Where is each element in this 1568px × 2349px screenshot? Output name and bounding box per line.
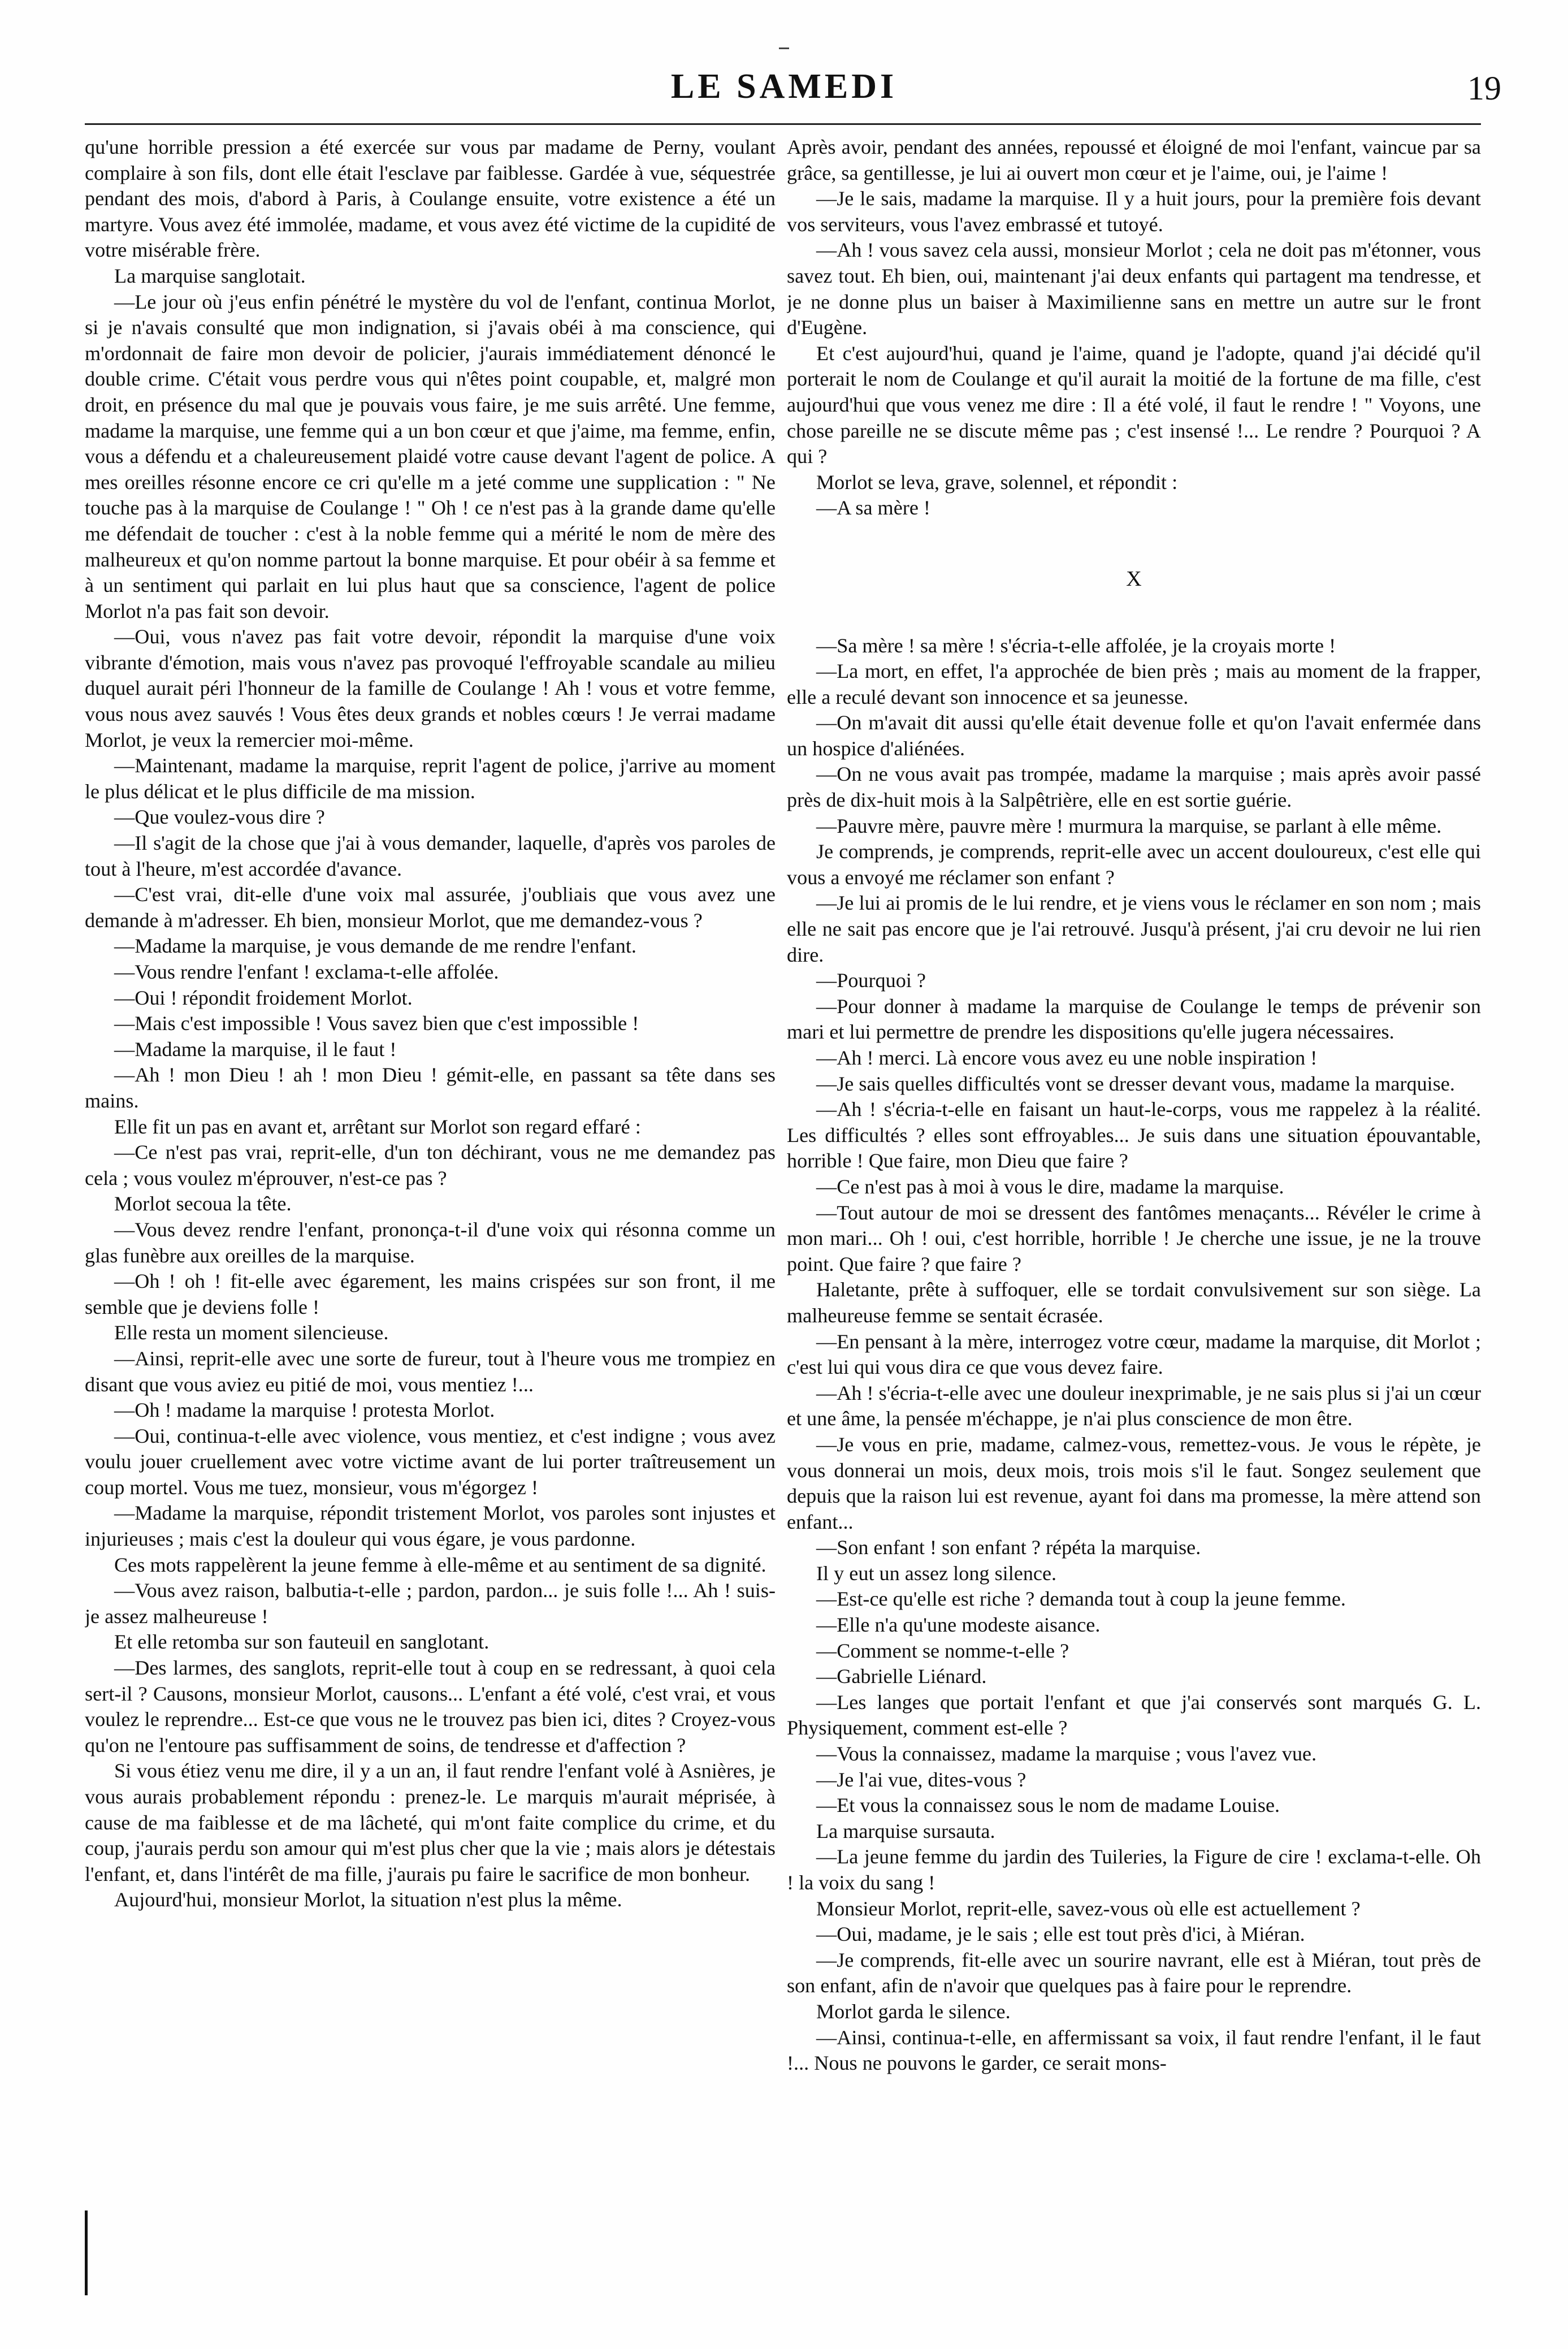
paragraph: —Vous devez rendre l'enfant, prononça-t-il d'une voix qui résonna comme un glas funèbre aux oreilles de la marquise. bbox=[85, 1218, 776, 1267]
paragraph: —Je lui ai promis de le lui rendre, et je viens vous le réclamer en son nom ; mais elle ne sait pas encore que je l'ai retrouvé. Jusqu'à présent, j'ai cru devoir ne lui rien dire. bbox=[787, 892, 1481, 966]
paragraph: —Oui, continua-t-elle avec violence, vous mentiez, et c'est indigne ; vous avez voulu jouer cruellement avec votre victime avant de lui porter traîtreusement un coup mortel. Vous me tuez, monsieur, vous m'égorgez ! bbox=[85, 1424, 776, 1499]
paragraph: Morlot secoua la tête. bbox=[114, 1192, 292, 1215]
paragraph: —Oh ! madame la marquise ! protesta Morlot. bbox=[114, 1399, 495, 1422]
paragraph: —Oui, madame, je le sais ; elle est tout près d'ici, à Miéran. bbox=[816, 1923, 1305, 1946]
paragraph: —Des larmes, des sanglots, reprit-elle tout à coup en se redressant, à quoi cela sert-il ? Causons, monsieur Morlot, causons... L'enfant a été volé, c'est vrai, et vous voulez le reprendre... Est-ce que vous ne le trouvez pas bien ici, dites ? Croyez-vous qu'on ne l'entoure pas suffisamment de soins, de tendresse et d'affection ? bbox=[85, 1656, 776, 1757]
paragraph: Après avoir, pendant des années, repoussé et éloigné de moi l'enfant, vaincue par sa grâce, sa gentillesse, je lui ai ouvert mon cœur et je l'aime, oui, je l'aime ! bbox=[787, 136, 1481, 184]
paragraph: La marquise sursauta. bbox=[816, 1819, 995, 1842]
paragraph: —Le jour où j'eus enfin pénétré le mystère du vol de l'enfant, continua Morlot, si je n'avais consulté que mon indignation, si j'avais obéi à ma conscience, qui m'ordonnait de faire mon devoir de policier, j'aurais immédiatement dénoncé le double crime. C'était vous perdre vous qui n'êtes point coupable, et, malgré mon droit, en présence du mal que je pouvais vous faire, je me suis arrêté. Une femme, madame la marquise, une femme qui a un bon cœur et que j'aime, ma femme, enfin, vous a défendu et a chaleureusement plaidé votre cause devant l'agent de police. A mes oreilles résonne encore ce cri qu'elle m a jeté comme une supplication : " Ne touche pas à la marquise de Coulange ! " Oh ! ce n'est pas à la grande dame qu'elle me défendait de toucher : c'est à la noble femme qui a mérité le nom de mère des malheureux et qu'on nomme partout la bonne marquise. Et pour obéir à sa femme et à un sentiment qui parlait en lui plus haut que sa conscience, l'agent de police Morlot n'a pas fait son devoir. bbox=[85, 290, 776, 622]
paragraph: —Comment se nomme-t-elle ? bbox=[816, 1639, 1069, 1662]
page-number: 19 bbox=[1467, 70, 1501, 107]
paragraph: —Vous rendre l'enfant ! exclama-t-elle affolée. bbox=[114, 961, 499, 983]
paragraph: —Oh ! oh ! fit-elle avec égarement, les mains crispées sur son front, il me semble que je deviens folle ! bbox=[85, 1270, 776, 1318]
paragraph: —La jeune femme du jardin des Tuileries, la Figure de cire ! exclama-t-elle. Oh ! la voix du sang ! bbox=[787, 1845, 1481, 1894]
section-number: X bbox=[1126, 566, 1142, 591]
paragraph: Elle resta un moment silencieuse. bbox=[114, 1321, 389, 1344]
paragraph: —Madame la marquise, il le faut ! bbox=[114, 1037, 397, 1061]
paragraph: —Pourquoi ? bbox=[816, 969, 926, 992]
paragraph: —Tout autour de moi se dressent des fantômes menaçants... Révéler le crime à mon mari... Oh ! oui, c'est horrible, horrible ! Je cherche une issue, je ne la trouve point. Que faire ? que faire ? bbox=[787, 1201, 1481, 1275]
paragraph: —Je vous en prie, madame, calmez-vous, remettez-vous. Je vous le répète, je vous donnerai un mois, deux mois, trois mois s'il le faut. Songez seulement que depuis que la raison lui est revenue, ayant foi dans ma promesse, la mère attend son enfant... bbox=[787, 1433, 1481, 1533]
paragraph: Monsieur Morlot, reprit-elle, savez-vous où elle est actuellement ? bbox=[816, 1897, 1361, 1920]
paragraph: —Madame la marquise, je vous demande de me rendre l'enfant. bbox=[114, 935, 636, 958]
paragraph: —Ah ! s'écria-t-elle avec une douleur inexprimable, je ne sais plus si j'ai un cœur et une âme, la pensée m'échappe, je n'ai plus conscience de mon être. bbox=[787, 1381, 1481, 1430]
paragraph: —Oui ! répondit froidement Morlot. bbox=[114, 986, 413, 1009]
paragraph: —Ainsi, continua-t-elle, en affermissant sa voix, il faut rendre l'enfant, il le faut !... Nous ne pouvons le garder, ce serait mons- bbox=[787, 2026, 1481, 2075]
paragraph: Il y eut un assez long silence. bbox=[816, 1561, 1057, 1585]
paragraph: —Pour donner à madame la marquise de Coulange le temps de prévenir son mari et lui permettre de prendre les dispositions qu'elle jugera nécessaires. bbox=[787, 994, 1481, 1044]
paragraph: —Je sais quelles difficultés vont se dresser devant vous, madame la marquise. bbox=[816, 1072, 1455, 1095]
paragraph: —On ne vous avait pas trompée, madame la marquise ; mais après avoir passé près de dix-huit mois à la Salpêtrière, elle en est sortie guérie. bbox=[787, 763, 1481, 812]
paragraph: —Maintenant, madame la marquise, reprit l'agent de police, j'arrive au moment le plus délicat et le plus difficile de ma mission. bbox=[85, 754, 776, 803]
paragraph: Je comprends, je comprends, reprit-elle avec un accent douloureux, c'est elle qui vous a envoyé me réclamer son enfant ? bbox=[787, 840, 1481, 889]
paragraph: —Son enfant ! son enfant ? répéta la marquise. bbox=[816, 1536, 1201, 1559]
paragraph: —En pensant à la mère, interrogez votre cœur, madame la marquise, dit Morlot ; c'est lui qui vous dira ce que vous devez faire. bbox=[787, 1330, 1481, 1379]
paragraph: —Je le sais, madame la marquise. Il y a huit jours, pour la première fois devant vos serviteurs, vous l'avez embrassé et tutoyé. bbox=[787, 187, 1481, 236]
paragraph: —Ah ! vous savez cela aussi, monsieur Morlot ; cela ne doit pas m'étonner, vous savez tout. Eh bien, oui, maintenant j'ai deux enfants qui partagent ma tendresse, et je ne donne plus un baiser à Maximilienne sans en mettre un autre sur le front d'Eugène. bbox=[787, 239, 1481, 339]
paragraph: —C'est vrai, dit-elle d'une voix mal assurée, j'oubliais que vous avez une demande à m'adresser. Eh bien, monsieur Morlot, que me demandez-vous ? bbox=[85, 883, 776, 932]
paragraph: —Et vous la connaissez sous le nom de madame Louise. bbox=[816, 1794, 1280, 1817]
paragraph: qu'une horrible pression a été exercée sur vous par madame de Perny, voulant complaire à son fils, dont elle était l'esclave par faiblesse. Gardée à vue, séquestrée pendant des mois, d'abord à Paris, à Coulange ensuite, votre existence a été un martyre. Vous avez été immolée, madame, et vous avez été victime de la cupidité de votre misérable frère. bbox=[85, 136, 776, 262]
paragraph: —Ce n'est pas à moi à vous le dire, madame la marquise. bbox=[816, 1175, 1284, 1198]
paragraph: —Les langes que portait l'enfant et que j'ai conservés sont marqués G. L. Physiquement, comment est-elle ? bbox=[787, 1690, 1481, 1740]
margin-mark bbox=[85, 2210, 88, 2295]
paragraph: Morlot se leva, grave, solennel, et répondit : bbox=[816, 470, 1178, 494]
paragraph: Et c'est aujourd'hui, quand je l'aime, quand je l'adopte, quand j'ai décidé qu'il porterait le nom de Coulange et qu'il aurait la moitié de la fortune de ma fille, c'est aujourd'hui que vous venez me dire : Il a été volé, il faut le rendre ! " Voyons, une chose pareille ne se discute même pas ; c'est insensé !... Le rendre ? Pourquoi ? A qui ? bbox=[787, 341, 1481, 468]
top-print-mark bbox=[779, 47, 789, 49]
paragraph: Aujourd'hui, monsieur Morlot, la situation n'est plus la même. bbox=[114, 1888, 622, 1911]
paragraph: —Ah ! s'écria-t-elle en faisant un haut-le-corps, vous me rappelez à la réalité. Les difficultés ? elles sont effroyables... Je suis dans une situation épouvantable, horrible ! Que faire, mon Dieu que faire ? bbox=[787, 1098, 1481, 1173]
paragraph: —Pauvre mère, pauvre mère ! murmura la marquise, se parlant à elle même. bbox=[816, 814, 1442, 837]
paragraph: —Ah ! merci. Là encore vous avez eu une noble inspiration ! bbox=[816, 1046, 1318, 1069]
paragraph: —Je l'ai vue, dites-vous ? bbox=[816, 1768, 1026, 1791]
paragraph: —A sa mère ! bbox=[816, 496, 930, 520]
paragraph: Ces mots rappelèrent la jeune femme à elle-même et au sentiment de sa dignité. bbox=[114, 1553, 766, 1576]
paragraph: —Que voulez-vous dire ? bbox=[114, 806, 325, 829]
right-column-part1 bbox=[787, 135, 1481, 521]
paragraph: —Gabrielle Liénard. bbox=[816, 1665, 987, 1688]
paragraph: —On m'avait dit aussi qu'elle était devenue folle et qu'on l'avait enfermée dans un hospice d'aliénées. bbox=[787, 711, 1481, 760]
paragraph: Haletante, prête à suffoquer, elle se tordait convulsivement sur son siège. La malheureuse femme se sentait écrasée. bbox=[787, 1278, 1481, 1327]
paragraph: —Oui, vous n'avez pas fait votre devoir, répondit la marquise d'une voix vibrante d'émotion, mais vous n'avez pas provoqué l'effroyable scandale au milieu duquel aurait péri l'honneur de la famille de Coulange ! Ah ! vous et votre femme, vous nous avez sauvés ! Vous êtes deux grands et nobles cœurs ! Je verrai madame Morlot, je veux la remercier moi-même. bbox=[85, 625, 776, 751]
paragraph: —Madame la marquise, répondit tristement Morlot, vos paroles sont injustes et injurieuses ; mais c'est la douleur qui vous égare, je vous pardonne. bbox=[85, 1502, 776, 1551]
left-column bbox=[85, 135, 776, 2317]
paragraph: —Ce n'est pas vrai, reprit-elle, d'un ton déchirant, vous ne me demandez pas cela ; vous voulez m'éprouver, n'est-ce pas ? bbox=[85, 1141, 776, 1189]
paragraph: —Ainsi, reprit-elle avec une sorte de fureur, tout à l'heure vous me trompiez en disant que vous aviez eu pitié de moi, vous mentiez !... bbox=[85, 1347, 776, 1396]
paragraph: —Vous avez raison, balbutia-t-elle ; pardon, pardon... je suis folle !... Ah ! suis-je assez malheureuse ! bbox=[85, 1579, 776, 1628]
header-rule bbox=[85, 123, 1481, 125]
paragraph: —Sa mère ! sa mère ! s'écria-t-elle affolée, je la croyais morte ! bbox=[816, 634, 1336, 657]
paragraph: Morlot garda le silence. bbox=[816, 2000, 1011, 2023]
running-title: LE SAMEDI bbox=[670, 67, 898, 106]
paragraph: —Ah ! mon Dieu ! ah ! mon Dieu ! gémit-elle, en passant sa tête dans ses mains. bbox=[85, 1063, 776, 1112]
paragraph: —Vous la connaissez, madame la marquise ; vous l'avez vue. bbox=[816, 1742, 1317, 1766]
paragraph: —Je comprends, fit-elle avec un sourire navrant, elle est à Miéran, tout près de son enfant, afin de n'avoir que quelques pas à faire pour le reprendre. bbox=[787, 1948, 1481, 1997]
right-column-part2 bbox=[787, 633, 1481, 2077]
paragraph: Elle fit un pas en avant et, arrêtant sur Morlot son regard effaré : bbox=[114, 1115, 641, 1138]
paragraph: La marquise sanglotait. bbox=[114, 264, 306, 287]
paragraph: Et elle retomba sur son fauteuil en sanglotant. bbox=[114, 1630, 490, 1654]
paragraph: Si vous étiez venu me dire, il y a un an, il faut rendre l'enfant volé à Asnières, je vous aurais probablement répondu : prenez-le. Le marquis m'aurait méprisée, à cause de ma faiblesse et de ma lâcheté, qui m'ont faite complice du crime, et du coup, j'aurais perdu son amour qui m'est plus cher que la vie ; mais alors je détestais l'enfant, et, dans l'intérêt de ma fille, j'aurais pu faire le sacrifice de mon bonheur. bbox=[85, 1759, 776, 1885]
paragraph: —Est-ce qu'elle est riche ? demanda tout à coup la jeune femme. bbox=[816, 1587, 1346, 1611]
right-column bbox=[787, 135, 1481, 2317]
paragraph: —Mais c'est impossible ! Vous savez bien que c'est impossible ! bbox=[114, 1012, 639, 1035]
paragraph: —Elle n'a qu'une modeste aisance. bbox=[816, 1613, 1101, 1637]
paragraph: —La mort, en effet, l'a approchée de bien près ; mais au moment de la frapper, elle a reculé devant son innocence et sa jeunesse. bbox=[787, 660, 1481, 708]
paragraph: —Il s'agit de la chose que j'ai à vous demander, laquelle, d'après vos paroles de tout à l'heure, m'est accordée d'avance. bbox=[85, 832, 776, 880]
